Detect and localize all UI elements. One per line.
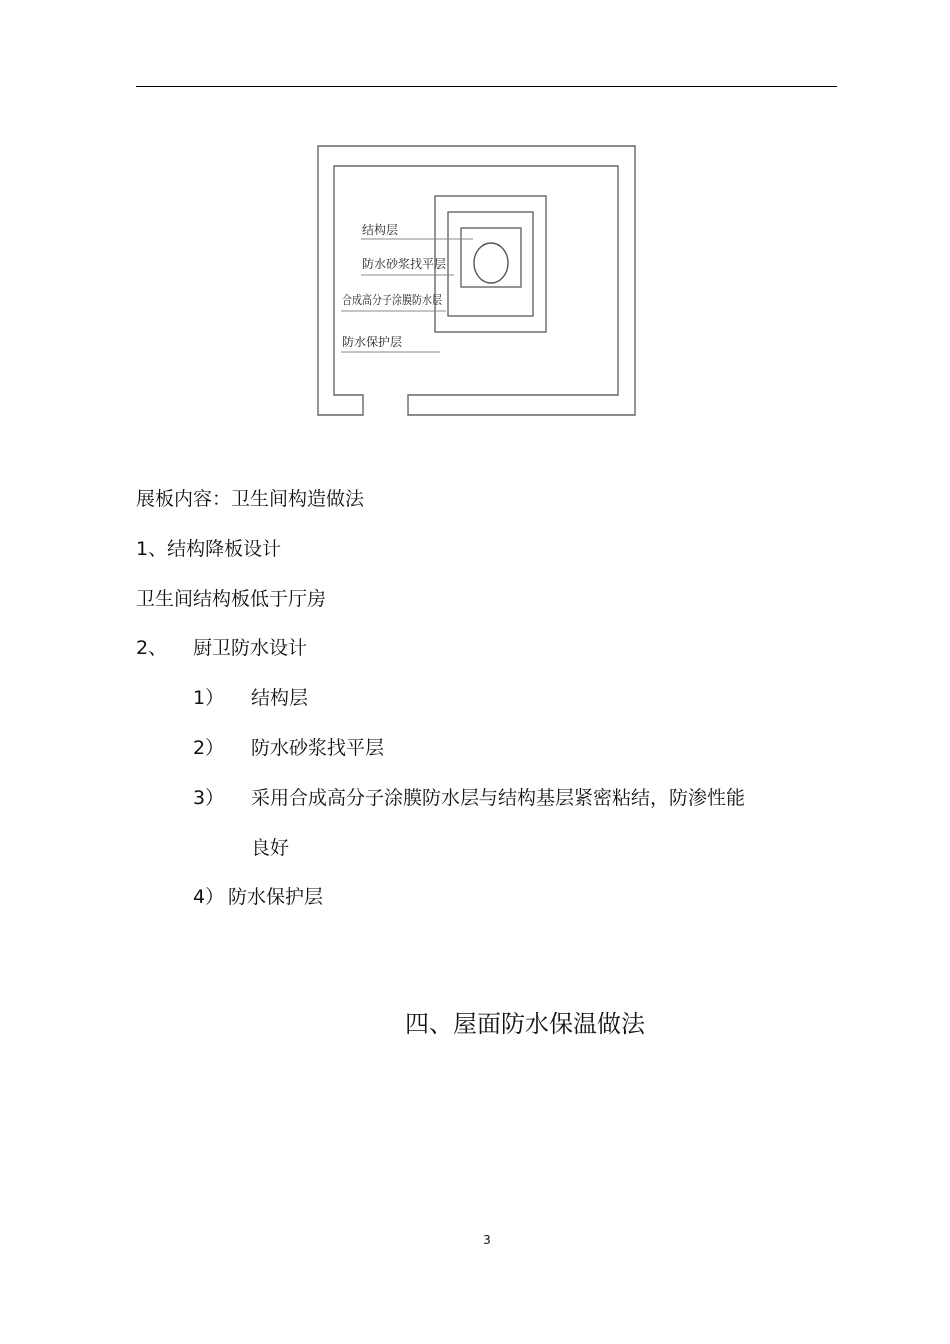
- sub-item-1-number: 1）: [193, 687, 225, 709]
- header-rule: [136, 86, 837, 87]
- sub-item-1-text: 结构层: [251, 687, 309, 709]
- sub-item-3-continuation: 良好: [251, 837, 290, 859]
- item-2-heading: 厨卫防水设计: [193, 637, 308, 659]
- bathroom-section-diagram: [316, 144, 638, 418]
- floor-drain-circle: [474, 243, 508, 283]
- sub-item-4-text: 防水保护层: [228, 886, 324, 908]
- protection-layer-square: [435, 196, 546, 332]
- diagram-svg: [316, 144, 638, 418]
- label-membrane: 合成高分子涂膜防水层: [342, 293, 463, 307]
- mortar-layer-square: [461, 228, 521, 287]
- item-1-description: 卫生间结构板低于厅房: [136, 588, 327, 610]
- item-1-heading: 1、结构降板设计: [136, 538, 282, 560]
- sub-item-4-number: 4）: [193, 886, 225, 908]
- label-protection: 防水保护层: [342, 335, 403, 349]
- section-heading: 四、屋面防水保温做法: [405, 1010, 645, 1038]
- item-2-number: 2、: [136, 637, 168, 659]
- exhibit-title: 展板内容：卫生间构造做法: [136, 488, 365, 510]
- sub-item-3-number: 3）: [193, 787, 225, 809]
- sub-item-2-text: 防水砂浆找平层: [251, 737, 385, 759]
- sub-item-2-number: 2）: [193, 737, 225, 759]
- label-mortar: 防水砂浆找平层: [362, 257, 447, 271]
- page-number: 3: [483, 1233, 491, 1247]
- label-structure: 结构层: [362, 223, 399, 237]
- outer-wall-outline: [318, 146, 635, 415]
- sub-item-3-text: 采用合成高分子涂膜防水层与结构基层紧密粘结，防渗性能: [251, 787, 746, 809]
